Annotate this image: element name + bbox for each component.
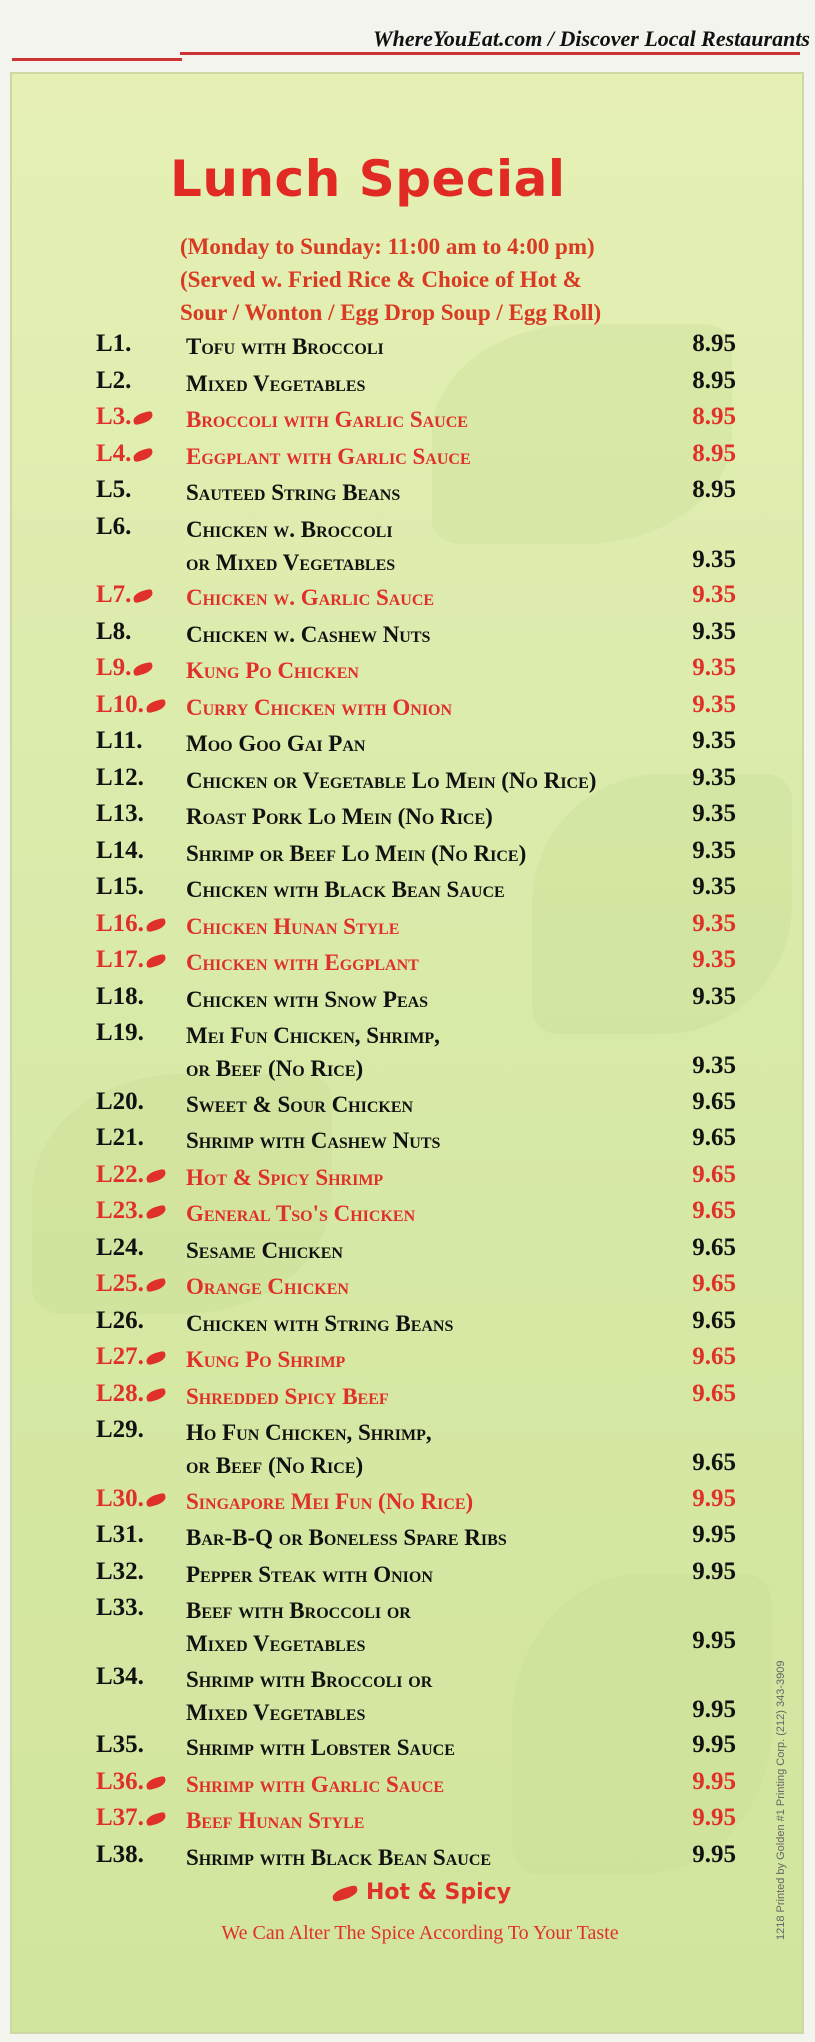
item-number-text: L6.: [96, 512, 132, 540]
item-name: [186, 1768, 626, 1801]
item-number: [96, 1019, 144, 1047]
chili-pepper-icon: [145, 1168, 167, 1183]
item-number: [96, 1088, 144, 1116]
item-number: [96, 618, 131, 646]
item-name-line: or Beef (No Rice): [186, 1056, 364, 1081]
item-name-line: or Beef (No Rice): [186, 1453, 364, 1478]
item-number: [96, 1804, 166, 1832]
item-number-text: L38.: [96, 1840, 144, 1868]
item-number-text: L33.: [96, 1594, 144, 1621]
printer-credit: 1218 Printed by Golden #1 Printing Corp. (212) 343-3909: [775, 1660, 787, 1940]
item-price: 9.35: [692, 909, 736, 937]
item-name-line: General Tso's Chicken: [186, 1201, 416, 1226]
item-price: 9.95: [692, 1627, 736, 1654]
item-price: 8.95: [692, 330, 736, 357]
item-name: [186, 764, 626, 797]
item-name: [186, 1521, 626, 1554]
item-name-line: Chicken with String Beans: [186, 1310, 454, 1336]
item-name: [186, 618, 626, 651]
item-number-text: L21.: [96, 1124, 144, 1151]
item-number: [96, 440, 153, 468]
item-name-line: Chicken or Vegetable Lo Mein (No Rice): [186, 767, 597, 793]
item-number-text: L18.: [96, 982, 144, 1010]
item-name: [186, 910, 626, 943]
item-price: 9.95: [692, 1731, 736, 1758]
item-name: [186, 1019, 626, 1085]
item-name-line: Orange Chicken: [186, 1274, 349, 1299]
item-price: 9.35: [692, 1052, 736, 1079]
item-name: [186, 1124, 626, 1157]
item-price: 9.35: [692, 946, 736, 973]
item-name-line: Chicken Hunan Style: [186, 913, 400, 939]
item-name-line: Kung Po Shrimp: [186, 1347, 346, 1372]
item-price: 9.65: [692, 1270, 736, 1297]
item-number: [96, 1234, 144, 1262]
item-name-line: Beef Hunan Style: [186, 1808, 365, 1833]
item-number: [96, 367, 131, 395]
item-number-text: L14.: [96, 836, 144, 864]
item-number-text: L11.: [96, 727, 143, 754]
item-name-line: Chicken w. Cashew Nuts: [186, 621, 431, 647]
item-number-text: L29.: [96, 1416, 144, 1443]
item-number-text: L36.: [96, 1767, 144, 1795]
item-number: [96, 1307, 144, 1335]
chili-pepper-icon: [145, 1278, 167, 1293]
item-name: [186, 837, 626, 870]
item-name: [186, 727, 626, 760]
item-number-text: L9.: [96, 654, 132, 681]
item-name: [186, 367, 626, 400]
item-number-text: L25.: [96, 1270, 144, 1297]
item-number: [96, 513, 131, 541]
item-name-line: Chicken with Snow Peas: [186, 986, 429, 1012]
item-name-line: Roast Pork Lo Mein (No Rice): [186, 804, 493, 829]
item-name: [186, 1307, 626, 1340]
item-price: 9.95: [692, 1484, 736, 1512]
item-number: [96, 1663, 144, 1691]
item-name-line: Sauteed String Beans: [186, 480, 401, 505]
item-name-line: Chicken with Black Bean Sauce: [186, 877, 505, 902]
item-price: 9.95: [692, 1840, 736, 1868]
item-name-line: Singapore Mei Fun (No Rice): [186, 1488, 474, 1514]
item-name-line: Chicken w. Garlic Sauce: [186, 585, 435, 610]
item-name: [186, 946, 626, 979]
item-name-line: Mixed Vegetables: [186, 370, 366, 396]
item-number: [96, 983, 144, 1011]
item-number-text: L20.: [96, 1087, 144, 1115]
chili-pepper-icon: [132, 447, 154, 462]
item-number: [96, 1197, 166, 1225]
item-number-text: L15.: [96, 873, 144, 900]
item-number-text: L24.: [96, 1233, 144, 1261]
item-price: 9.65: [692, 1233, 736, 1261]
subtitle-line: (Monday to Sunday: 11:00 am to 4:00 pm): [180, 234, 595, 259]
item-price: 9.95: [692, 1767, 736, 1795]
chili-pepper-icon: [145, 954, 167, 969]
item-number: [96, 1594, 144, 1622]
item-name: [186, 1663, 626, 1729]
item-name-line: Shrimp with Broccoli or: [186, 1666, 433, 1692]
site-banner[interactable]: WhereYouEat.com / Discover Local Restaurants: [373, 26, 810, 51]
item-number-text: L35.: [96, 1731, 144, 1758]
chili-pepper-icon: [145, 1205, 167, 1220]
menu-title: Lunch Special: [170, 150, 566, 208]
item-price: 9.35: [692, 763, 736, 791]
border-line: [12, 58, 182, 61]
item-price: 9.35: [692, 617, 736, 645]
item-number: [96, 1521, 144, 1549]
chili-pepper-icon: [145, 1775, 167, 1790]
item-name: [186, 1161, 626, 1194]
item-number-text: L8.: [96, 617, 132, 645]
item-name-line: Beef with Broccoli or: [186, 1598, 411, 1623]
item-price: 9.35: [692, 654, 736, 681]
item-number-text: L32.: [96, 1557, 144, 1585]
chili-pepper-icon: [145, 1387, 167, 1402]
item-name: [186, 1485, 626, 1518]
item-number-text: L30.: [96, 1484, 144, 1512]
item-price: 8.95: [692, 366, 736, 394]
subtitle-line: Sour / Wonton / Egg Drop Soup / Egg Roll): [180, 300, 602, 325]
subtitle-line: (Served w. Fried Rice & Choice of Hot &: [180, 267, 582, 292]
item-name-line: Shrimp with Cashew Nuts: [186, 1128, 441, 1153]
chili-pepper-icon: [145, 1351, 167, 1366]
item-name-line: Broccoli with Garlic Sauce: [186, 407, 468, 432]
item-number: [96, 581, 153, 609]
item-number: [96, 1731, 144, 1759]
item-number: [96, 1124, 144, 1152]
item-price: 9.35: [692, 800, 736, 827]
item-number-text: L23.: [96, 1197, 144, 1224]
chili-pepper-icon: [145, 1492, 167, 1507]
item-number: [96, 1768, 166, 1796]
item-price: 9.65: [692, 1197, 736, 1224]
item-number-text: L5.: [96, 476, 132, 503]
item-number: [96, 1558, 144, 1586]
item-name-line: Bar-B-Q or Boneless Spare Ribs: [186, 1525, 507, 1550]
spice-note: We Can Alter The Spice According To Your Taste: [221, 1922, 619, 1944]
item-name: [186, 440, 626, 473]
chili-pepper-icon: [132, 411, 154, 426]
item-name-line: Shrimp with Black Bean Sauce: [186, 1844, 492, 1870]
item-name-line: Shredded Spicy Beef: [186, 1383, 389, 1409]
item-number: [96, 910, 166, 938]
item-price: 8.95: [692, 403, 736, 430]
item-name-line: Hot & Spicy Shrimp: [186, 1164, 384, 1190]
item-price: 9.35: [692, 727, 736, 754]
item-number: [96, 837, 144, 865]
item-name-line: Chicken w. Broccoli: [186, 516, 393, 542]
item-number-text: L22.: [96, 1160, 144, 1188]
item-number: [96, 946, 166, 974]
item-name: [186, 983, 626, 1016]
item-name: [186, 654, 626, 687]
item-number-text: L28.: [96, 1379, 144, 1407]
item-number: [96, 800, 144, 828]
item-number-text: L17.: [96, 946, 144, 973]
item-number-text: L37.: [96, 1804, 144, 1831]
item-name-line: Sesame Chicken: [186, 1237, 343, 1263]
item-number: [96, 727, 143, 755]
item-price: 9.65: [692, 1160, 736, 1188]
chili-pepper-icon: [145, 1812, 167, 1827]
item-number: [96, 1270, 166, 1298]
item-name-line: Kung Po Chicken: [186, 658, 359, 683]
item-price: 9.65: [692, 1379, 736, 1407]
item-number-text: L12.: [96, 763, 144, 791]
item-name: [186, 1270, 626, 1303]
item-number: [96, 1841, 144, 1869]
item-number-text: L4.: [96, 439, 132, 467]
item-name: [186, 476, 626, 509]
item-price: 9.35: [692, 581, 736, 608]
item-price: 9.65: [692, 1449, 736, 1476]
item-name: [186, 1088, 626, 1121]
item-name: [186, 1343, 626, 1376]
item-price: 9.95: [692, 1695, 736, 1723]
chili-pepper-icon: [331, 1884, 359, 1901]
item-name: [186, 691, 626, 724]
item-number: [96, 654, 153, 682]
item-price: 9.35: [692, 690, 736, 718]
item-number-text: L34.: [96, 1662, 144, 1690]
item-number-text: L7.: [96, 581, 132, 608]
item-name: [186, 581, 626, 614]
item-name: [186, 1731, 626, 1764]
legend-label: Hot & Spicy: [366, 1880, 512, 1905]
item-number-text: L26.: [96, 1306, 144, 1334]
item-price: 9.95: [692, 1557, 736, 1585]
item-price: 9.35: [692, 545, 736, 573]
item-name-line: Shrimp with Garlic Sauce: [186, 1771, 445, 1797]
item-price: 9.35: [692, 982, 736, 1010]
item-number-text: L3.: [96, 403, 132, 430]
hot-spicy-legend: [330, 1880, 511, 1905]
item-name: [186, 403, 626, 436]
item-number: [96, 476, 131, 504]
item-name: [186, 1594, 626, 1660]
item-name: [186, 330, 626, 363]
menu-subtitle: [180, 230, 740, 329]
item-price: 9.95: [692, 1804, 736, 1831]
item-price: 9.65: [692, 1124, 736, 1151]
chili-pepper-icon: [132, 662, 154, 677]
item-name-line: Shrimp or Beef Lo Mein (No Rice): [186, 840, 527, 866]
item-number-text: L31.: [96, 1521, 144, 1548]
chili-pepper-icon: [145, 917, 167, 932]
item-number: [96, 403, 153, 431]
item-name-line: Pepper Steak with Onion: [186, 1561, 433, 1587]
item-name: [186, 873, 626, 906]
item-name-line: Curry Chicken with Onion: [186, 694, 453, 720]
item-number: [96, 873, 144, 901]
item-number-text: L2.: [96, 366, 132, 394]
item-number: [96, 1485, 166, 1513]
item-name-line: Eggplant with Garlic Sauce: [186, 443, 471, 469]
item-name-line: Chicken with Eggplant: [186, 950, 419, 975]
item-number-text: L27.: [96, 1343, 144, 1370]
item-name-line: Mixed Vegetables: [186, 1699, 366, 1725]
item-name-line: Ho Fun Chicken, Shrimp,: [186, 1420, 432, 1445]
item-name: [186, 1197, 626, 1230]
item-price: 9.95: [692, 1521, 736, 1548]
item-number: [96, 764, 144, 792]
item-price: 9.65: [692, 1343, 736, 1370]
item-number: [96, 1161, 166, 1189]
item-name-line: Moo Goo Gai Pan: [186, 731, 366, 756]
item-name: [186, 800, 626, 833]
item-number-text: L16.: [96, 909, 144, 937]
item-name-line: or Mixed Vegetables: [186, 549, 396, 575]
item-number-text: L19.: [96, 1019, 144, 1046]
item-name: [186, 1380, 626, 1413]
item-number-text: L13.: [96, 800, 144, 827]
item-price: 8.95: [692, 439, 736, 467]
item-number: [96, 330, 131, 358]
item-price: 9.35: [692, 873, 736, 900]
item-name-line: Mei Fun Chicken, Shrimp,: [186, 1023, 440, 1048]
item-name: [186, 1234, 626, 1267]
item-name-line: Shrimp with Lobster Sauce: [186, 1735, 455, 1760]
item-name: [186, 1558, 626, 1591]
item-number-text: L10.: [96, 690, 144, 718]
item-number: [96, 1380, 166, 1408]
chili-pepper-icon: [145, 698, 167, 713]
item-price: 9.35: [692, 836, 736, 864]
item-name: [186, 1416, 626, 1482]
item-price: 9.65: [692, 1087, 736, 1115]
chili-pepper-icon: [132, 589, 154, 604]
item-price: 8.95: [692, 476, 736, 503]
item-number: [96, 1343, 166, 1371]
item-number: [96, 691, 166, 719]
item-name-line: Tofu with Broccoli: [186, 334, 384, 359]
item-name-line: Sweet & Sour Chicken: [186, 1091, 414, 1117]
item-name: [186, 1804, 626, 1837]
item-name: [186, 1841, 626, 1874]
item-name: [186, 513, 626, 579]
item-number-text: L1.: [96, 330, 132, 357]
item-price: 9.65: [692, 1306, 736, 1334]
item-name-line: Mixed Vegetables: [186, 1631, 366, 1656]
item-number: [96, 1416, 144, 1444]
